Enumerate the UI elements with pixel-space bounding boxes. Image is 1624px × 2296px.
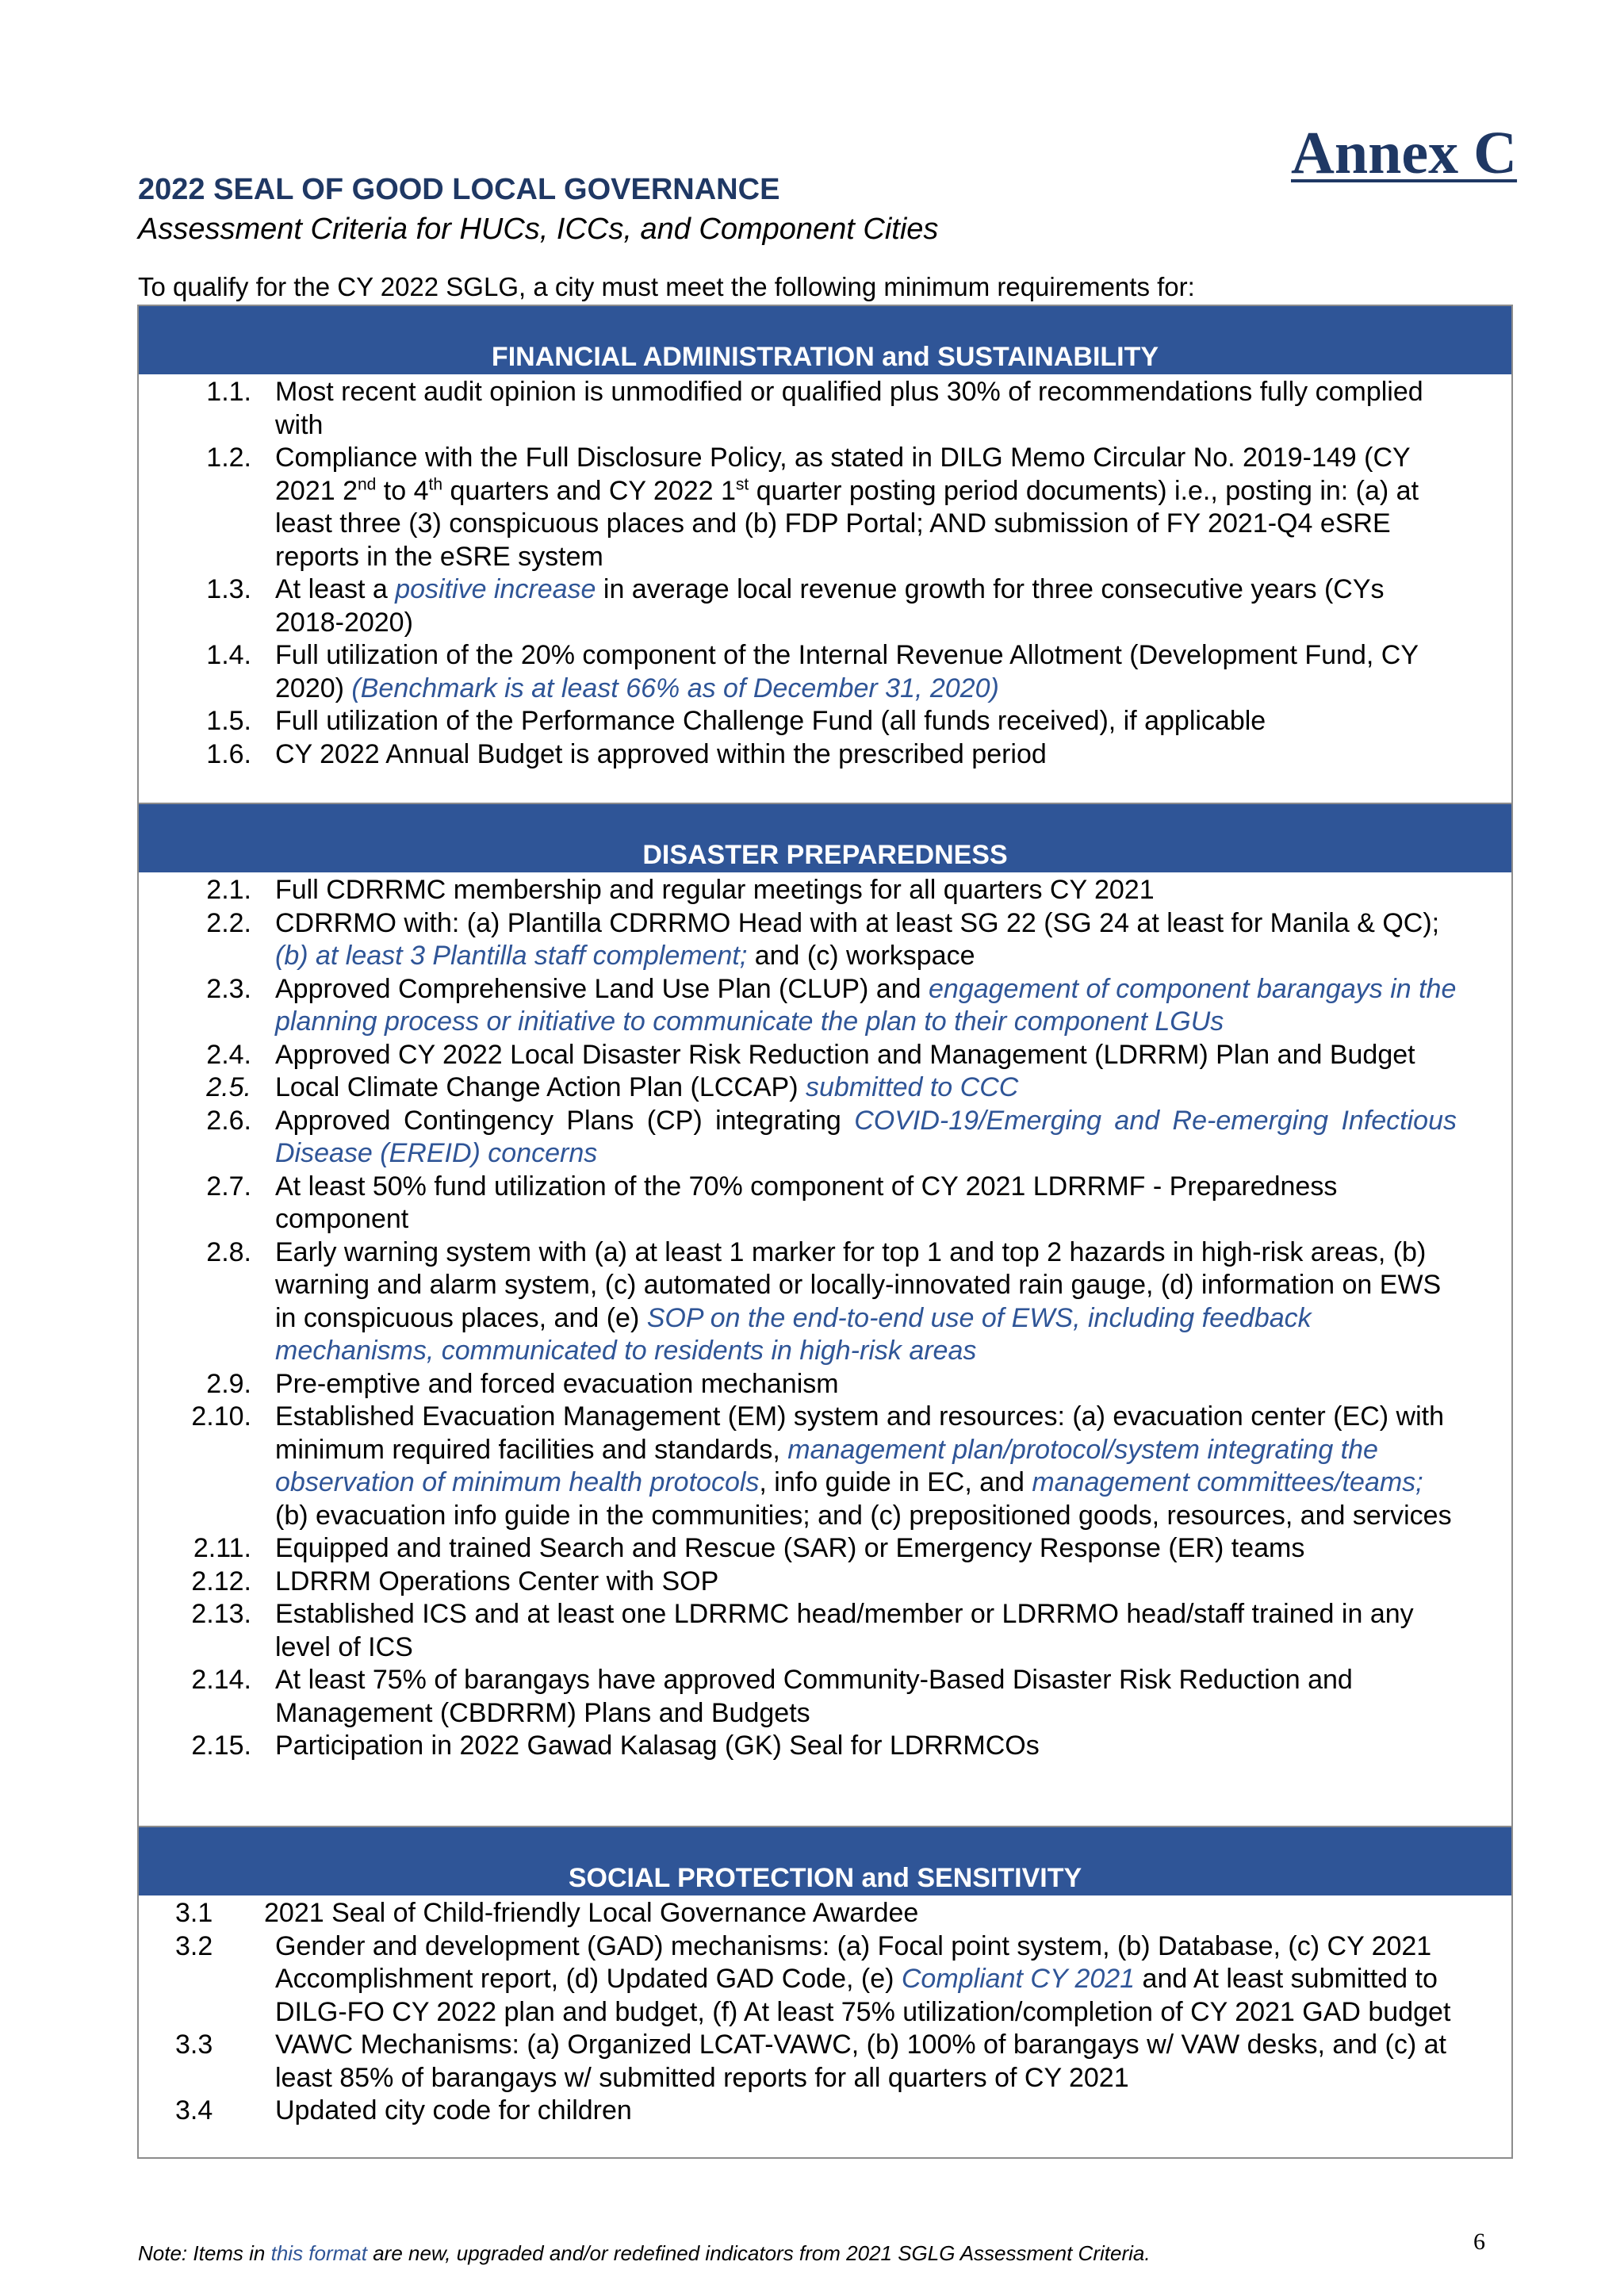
text-run: quarters and CY 2022 1 xyxy=(442,475,736,506)
text-run: (b) evacuation info guide in the communities; and (c) prepositioned goods, resources, and services xyxy=(275,1500,1452,1531)
new-indicator-text: COVID-19/Emerging and Re-emerging Infectious Disease (EREID) concerns xyxy=(275,1105,1457,1168)
new-indicator-text: positive increase xyxy=(395,574,596,604)
item-number: 2.7. xyxy=(206,1171,251,1202)
item-text xyxy=(251,442,1457,573)
superscript: th xyxy=(428,475,443,494)
note-prefix: Note: Items in xyxy=(138,2241,271,2265)
text-run: Participation in 2022 Gawad Kalasag (GK) Seal for LDRRMCOs xyxy=(275,1731,1040,1761)
criteria-item xyxy=(139,442,1511,573)
item-text xyxy=(251,874,1457,907)
criteria-item xyxy=(139,1401,1511,1532)
text-run: Established ICS and at least one LDRRMC head/member or LDRRMO head/staff trained in any level of ICS xyxy=(275,1599,1414,1662)
criteria-item xyxy=(139,907,1511,973)
annex-label: Annex C xyxy=(1291,120,1518,186)
item-number: 3.2 xyxy=(175,1930,213,1961)
section-social xyxy=(137,1826,1513,2159)
item-number: 2.8. xyxy=(206,1236,251,1267)
item-text xyxy=(251,738,1457,772)
text-run: Full utilization of the Performance Challenge Fund (all funds received), if applicable xyxy=(275,706,1266,736)
text-run: Early warning system with (a) at least 1 marker for top 1 and top 2 hazards in high-risk areas, (b) warning and alarm system, (c) automated or locally-innovated rain gauge, (d) information on EWS in conspicuous places, and (e) xyxy=(275,1236,1442,1333)
text-run: At least a xyxy=(275,574,396,604)
item-text xyxy=(251,2029,1457,2095)
new-indicator-text: (b) at least 3 Plantilla staff complement; xyxy=(275,941,748,971)
item-text xyxy=(251,1039,1457,1072)
criteria-item xyxy=(139,573,1511,639)
text-run: , info guide in EC, and xyxy=(759,1467,1032,1497)
text-run: 2021 Seal of Child-friendly Local Governance Awardee xyxy=(264,1898,919,1928)
item-number: 1.2. xyxy=(206,443,251,473)
item-number: 1.6. xyxy=(206,738,251,769)
criteria-item xyxy=(139,1532,1511,1566)
criteria-item xyxy=(139,2029,1511,2095)
item-text xyxy=(251,705,1457,738)
footer-note xyxy=(138,2241,1151,2266)
item-text xyxy=(242,1897,1447,1930)
criteria-item xyxy=(139,1368,1511,1401)
item-number: 2.15. xyxy=(191,1731,251,1761)
text-run: At least 75% of barangays have approved Community-Based Disaster Risk Reduction and Management (CBDRRM) Plans and Budgets xyxy=(275,1665,1353,1728)
text-run: CDRRMO with: (a) Plantilla CDRRMO Head with at least SG 22 (SG 24 at least for Manila & QC); xyxy=(275,907,1440,938)
item-text xyxy=(251,1566,1457,1599)
item-number: 2.3. xyxy=(206,973,251,1004)
text-run: Approved Contingency Plans (CP) integrating xyxy=(275,1105,855,1136)
section-heading: DISASTER PREPAREDNESS xyxy=(139,804,1511,872)
section-financial xyxy=(137,305,1513,804)
note-highlight: this format xyxy=(270,2241,367,2265)
new-indicator-text: Compliant CY 2021 xyxy=(901,1964,1136,1994)
intro-text: To qualify for the CY 2022 SGLG, a city must meet the following minimum requirements for: xyxy=(138,272,1195,301)
text-run: Most recent audit opinion is unmodified or qualified plus 30% of recommendations fully complied with xyxy=(275,377,1423,440)
text-run: Full utilization of the 20% component of the Internal Revenue Allotment (Development Fund, CY 2020) xyxy=(275,640,1419,703)
text-run: in average local revenue growth for three consecutive years (CYs 2018-2020) xyxy=(275,574,1385,638)
text-run: and At least submitted to DILG-FO CY 2022 plan and budget, (f) At least 75% utilization/completion of CY 2021 GAD budget xyxy=(275,1964,1451,2027)
new-indicator-text: management committees/teams; xyxy=(1032,1467,1423,1497)
text-run: Full CDRRMC membership and regular meetings for all quarters CY 2021 xyxy=(275,875,1155,905)
item-text xyxy=(251,1368,1457,1401)
item-text xyxy=(251,639,1457,705)
criteria-item xyxy=(139,376,1511,442)
item-text xyxy=(251,1105,1457,1171)
criteria-item xyxy=(139,2095,1511,2128)
section-heading: FINANCIAL ADMINISTRATION and SUSTAINABILITY xyxy=(139,306,1511,374)
text-run: LDRRM Operations Center with SOP xyxy=(275,1566,719,1596)
text-run: quarter posting period documents) i.e., posting in: (a) at least three (3) conspicuous places and (b) FDP Portal; AND submission of FY 2021-Q4 eSRE reports in the eSRE system xyxy=(275,475,1419,572)
criteria-item xyxy=(139,1071,1511,1105)
criteria-item xyxy=(139,1105,1511,1171)
item-number: 3.3 xyxy=(175,2030,213,2060)
new-indicator-text: engagement of component barangays in the planning process or initiative to communicate the plan to their component LGUs xyxy=(275,973,1457,1037)
item-text xyxy=(251,1664,1457,1730)
item-number: 1.3. xyxy=(206,574,251,604)
criteria-item xyxy=(139,1566,1511,1599)
note-suffix: are new, upgraded and/or redefined indicators from 2021 SGLG Assessment Criteria. xyxy=(367,2241,1151,2265)
text-run: Approved CY 2022 Local Disaster Risk Reduction and Management (LDRRM) Plan and Budget xyxy=(275,1039,1415,1070)
text-run: Gender and development (GAD) mechanisms: (a) Focal point system, (b) Database, (c) CY 2021 Accomplishment report, (d) Updated GAD Code, (e) xyxy=(275,1930,1432,1994)
criteria-item xyxy=(139,1897,1511,1930)
section-heading: SOCIAL PROTECTION and SENSITIVITY xyxy=(139,1827,1511,1895)
text-run: Compliance with the Full Disclosure Policy, as stated in DILG Memo Circular No. 2019-149 (CY 2021 2 xyxy=(275,443,1411,506)
criteria-item xyxy=(139,738,1511,772)
item-number: 2.12. xyxy=(191,1566,251,1596)
text-run: VAWC Mechanisms: (a) Organized LCAT-VAWC, (b) 100% of barangays w/ VAW desks, and (c) at least 85% of barangays w/ submitted reports for all quarters of CY 2021 xyxy=(275,2030,1446,2093)
item-number: 2.11. xyxy=(193,1533,251,1563)
text-run: CY 2022 Annual Budget is approved within the prescribed period xyxy=(275,738,1047,769)
item-number: 1.5. xyxy=(206,706,251,736)
item-number: 2.4. xyxy=(206,1039,251,1070)
criteria-item xyxy=(139,973,1511,1039)
criteria-item xyxy=(139,1598,1511,1664)
item-number: 3.1 xyxy=(175,1898,213,1928)
criteria-item xyxy=(139,1039,1511,1072)
item-text xyxy=(251,1171,1457,1236)
criteria-list xyxy=(139,872,1511,1763)
item-number: 1.1. xyxy=(206,377,251,407)
item-number: 2.2. xyxy=(206,907,251,938)
new-indicator-text: submitted to CCC xyxy=(806,1072,1019,1102)
item-number: 2.13. xyxy=(191,1599,251,1629)
item-text xyxy=(251,1401,1457,1532)
text-run: Established Evacuation Management (EM) system and resources: (a) evacuation center (EC) with minimum required facilities and standards, xyxy=(275,1401,1444,1465)
item-text xyxy=(251,907,1457,973)
new-indicator-text: SOP on the end-to-end use of EWS, including feedback mechanisms, communicated to residents in high-risk areas xyxy=(275,1302,1312,1366)
item-number: 2.14. xyxy=(191,1665,251,1695)
text-run: and (c) workspace xyxy=(747,941,975,971)
text-run: Updated city code for children xyxy=(275,2095,632,2125)
text-run: Local Climate Change Action Plan (LCCAP) xyxy=(275,1072,806,1102)
item-text xyxy=(251,573,1457,639)
new-indicator-text: (Benchmark is at least 66% as of December 31, 2020) xyxy=(351,673,999,703)
item-number: 2.9. xyxy=(206,1368,251,1399)
item-number: 3.4 xyxy=(175,2095,213,2125)
item-text xyxy=(251,1730,1457,1763)
superscript: nd xyxy=(358,475,377,494)
document-title: 2022 SEAL OF GOOD LOCAL GOVERNANCE xyxy=(138,173,780,206)
item-number: 2.6. xyxy=(206,1105,251,1136)
new-indicator-text: management plan/protocol/system integrating the observation of minimum health protocols xyxy=(275,1434,1378,1497)
criteria-item xyxy=(139,1664,1511,1730)
item-text xyxy=(251,376,1457,442)
criteria-item xyxy=(139,705,1511,738)
item-text xyxy=(251,1236,1457,1368)
item-number: 1.4. xyxy=(206,640,251,670)
criteria-list xyxy=(139,1895,1511,2128)
text-run: At least 50% fund utilization of the 70% component of CY 2021 LDRRMF - Preparedness component xyxy=(275,1171,1338,1234)
item-text xyxy=(251,1071,1457,1105)
criteria-item xyxy=(139,874,1511,907)
text-run: to 4 xyxy=(376,475,429,506)
criteria-item xyxy=(139,1730,1511,1763)
item-text xyxy=(251,2095,1457,2128)
criteria-item xyxy=(139,1171,1511,1236)
item-number: 2.1. xyxy=(206,875,251,905)
criteria-list xyxy=(139,374,1511,771)
text-run: Approved Comprehensive Land Use Plan (CLUP) and xyxy=(275,973,929,1004)
item-text xyxy=(251,1930,1457,2030)
item-number: 2.5. xyxy=(206,1072,251,1102)
item-text xyxy=(251,1532,1457,1566)
superscript: st xyxy=(735,475,749,494)
criteria-item xyxy=(139,1930,1511,2030)
item-number: 2.10. xyxy=(191,1401,251,1432)
text-run: Equipped and trained Search and Rescue (SAR) or Emergency Response (ER) teams xyxy=(275,1533,1305,1563)
document-subtitle: Assessment Criteria for HUCs, ICCs, and Component Cities xyxy=(138,213,939,246)
item-text xyxy=(251,1598,1457,1664)
text-run: Pre-emptive and forced evacuation mechanism xyxy=(275,1368,839,1399)
item-text xyxy=(251,973,1457,1039)
page-number: 6 xyxy=(1473,2229,1485,2255)
section-disaster xyxy=(137,803,1513,1827)
criteria-item xyxy=(139,639,1511,705)
criteria-item xyxy=(139,1236,1511,1368)
